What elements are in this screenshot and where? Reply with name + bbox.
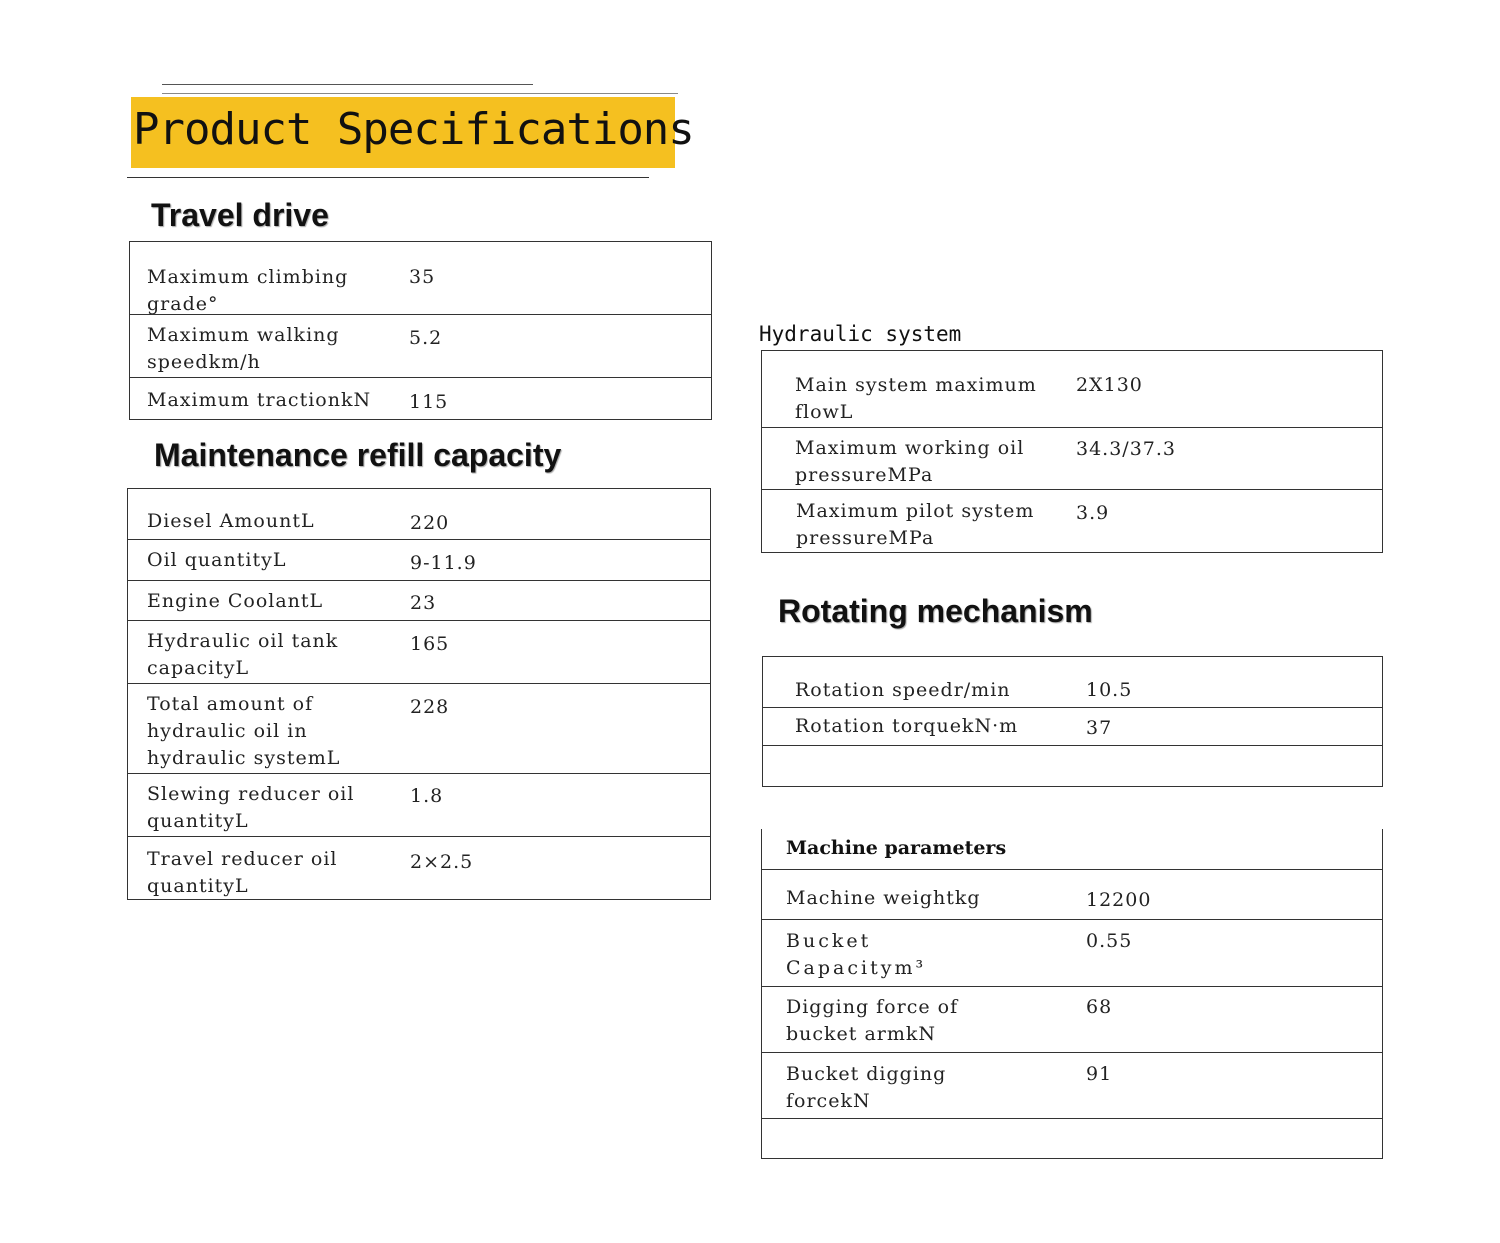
spec-label: Oil quantityL — [147, 549, 287, 571]
spec-label: Maximum pilot system pressureMPa — [796, 500, 1035, 549]
spec-label: Bucket digging forcekN — [786, 1063, 947, 1112]
spec-value: 9-11.9 — [410, 552, 477, 574]
table-row — [130, 242, 711, 314]
top-rule-1 — [162, 84, 533, 85]
spec-value: 91 — [1086, 1063, 1113, 1085]
table-row — [128, 836, 710, 899]
title-underline — [127, 177, 649, 178]
spec-label: Bucket Capacitym³ — [786, 930, 927, 979]
table-row — [128, 683, 710, 773]
spec-value: 10.5 — [1086, 679, 1133, 701]
spec-value: 165 — [410, 633, 450, 655]
table-row — [128, 539, 710, 580]
rotating-heading: Rotating mechanism — [778, 593, 1093, 629]
spec-value: 23 — [410, 592, 437, 614]
spec-value: 115 — [409, 391, 449, 413]
table-row-empty — [762, 1118, 1382, 1158]
hydraulic-heading: Hydraulic system — [759, 322, 962, 346]
spec-label: Maximum walking speedkm/h — [147, 324, 340, 373]
spec-label: Digging force of bucket armkN — [786, 996, 959, 1045]
top-rule-2 — [162, 93, 678, 94]
spec-label: Engine CoolantL — [147, 590, 324, 612]
spec-label: Main system maximum flowL — [795, 374, 1037, 423]
table-header-row — [762, 829, 1382, 869]
table-row — [762, 869, 1382, 919]
spec-value: 220 — [410, 512, 450, 534]
table-row — [762, 1052, 1382, 1118]
machine-table — [761, 829, 1383, 1159]
spec-label: Total amount of hydraulic oil in hydraulic systemL — [147, 693, 341, 769]
spec-label: Maximum working oil pressureMPa — [795, 437, 1025, 486]
maintenance-table — [127, 488, 711, 900]
spec-label: Machine weightkg — [786, 887, 981, 909]
travel-drive-table — [129, 241, 712, 420]
table-row — [128, 620, 710, 683]
spec-label: Slewing reducer oil quantityL — [147, 783, 355, 832]
spec-label: Travel reducer oil quantityL — [147, 848, 338, 897]
table-row — [130, 377, 711, 419]
table-row — [762, 489, 1382, 552]
table-row — [762, 427, 1382, 489]
table-row — [763, 657, 1382, 707]
spec-value: 68 — [1086, 996, 1113, 1018]
spec-label: Rotation torquekN·m — [795, 715, 1019, 737]
table-row — [128, 773, 710, 836]
spec-label: Hydraulic oil tank capacityL — [147, 630, 339, 679]
spec-value: 5.2 — [409, 327, 443, 349]
spec-value: 0.55 — [1086, 930, 1133, 952]
spec-label: Diesel AmountL — [147, 510, 315, 532]
page-title: Product Specifications — [133, 104, 694, 155]
rotating-table — [762, 656, 1383, 787]
spec-value: 2X130 — [1076, 374, 1143, 396]
table-row — [762, 351, 1382, 427]
spec-value: 35 — [409, 266, 436, 288]
spec-value: 12200 — [1086, 889, 1152, 911]
table-row — [130, 314, 711, 377]
maintenance-heading: Maintenance refill capacity — [154, 437, 562, 473]
table-row — [763, 707, 1382, 745]
spec-label: Maximum tractionkN — [147, 389, 372, 411]
machine-heading: Machine parameters — [786, 837, 1007, 859]
table-row — [762, 919, 1382, 986]
spec-value: 3.9 — [1076, 502, 1110, 524]
hydraulic-table — [761, 350, 1383, 553]
spec-value: 228 — [410, 696, 450, 718]
spec-value: 2×2.5 — [410, 851, 474, 873]
spec-value: 1.8 — [410, 785, 444, 807]
table-row — [128, 580, 710, 620]
table-row-empty — [763, 745, 1382, 786]
spec-value: 34.3/37.3 — [1076, 438, 1177, 460]
spec-label: Rotation speedr/min — [795, 679, 1011, 701]
spec-value: 37 — [1086, 717, 1113, 739]
table-row — [762, 986, 1382, 1052]
table-row — [128, 489, 710, 539]
travel-drive-heading: Travel drive — [151, 197, 329, 233]
spec-label: Maximum climbing grade° — [147, 266, 349, 315]
